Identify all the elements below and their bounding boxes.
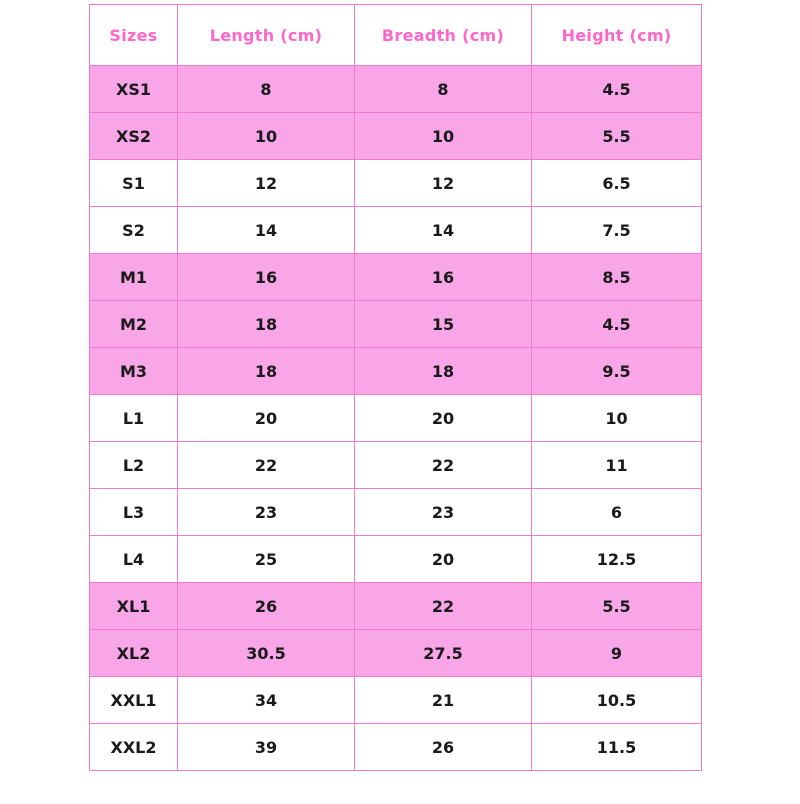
- cell-breadth: 12: [355, 160, 532, 207]
- cell-size: L1: [90, 395, 178, 442]
- cell-length: 10: [178, 113, 355, 160]
- cell-breadth: 20: [355, 395, 532, 442]
- cell-length: 25: [178, 536, 355, 583]
- cell-breadth: 21: [355, 677, 532, 724]
- cell-size: XS1: [90, 66, 178, 113]
- cell-size: XL2: [90, 630, 178, 677]
- cell-height: 10.5: [532, 677, 702, 724]
- cell-size: M2: [90, 301, 178, 348]
- cell-size: L3: [90, 489, 178, 536]
- cell-breadth: 27.5: [355, 630, 532, 677]
- column-header-height: Height (cm): [532, 5, 702, 66]
- cell-length: 30.5: [178, 630, 355, 677]
- cell-length: 16: [178, 254, 355, 301]
- cell-length: 26: [178, 583, 355, 630]
- column-header-length: Length (cm): [178, 5, 355, 66]
- cell-breadth: 14: [355, 207, 532, 254]
- table-row: [90, 348, 702, 395]
- cell-height: 8.5: [532, 254, 702, 301]
- table-row: [90, 442, 702, 489]
- cell-size: M1: [90, 254, 178, 301]
- cell-size: XXL1: [90, 677, 178, 724]
- table-row: [90, 630, 702, 677]
- cell-size: L4: [90, 536, 178, 583]
- cell-length: 34: [178, 677, 355, 724]
- cell-length: 20: [178, 395, 355, 442]
- cell-height: 4.5: [532, 66, 702, 113]
- cell-length: 8: [178, 66, 355, 113]
- cell-height: 7.5: [532, 207, 702, 254]
- cell-size: L2: [90, 442, 178, 489]
- table-row: [90, 160, 702, 207]
- cell-height: 12.5: [532, 536, 702, 583]
- cell-height: 9: [532, 630, 702, 677]
- cell-height: 6.5: [532, 160, 702, 207]
- cell-height: 5.5: [532, 583, 702, 630]
- cell-length: 18: [178, 301, 355, 348]
- cell-breadth: 16: [355, 254, 532, 301]
- cell-size: XXL2: [90, 724, 178, 771]
- cell-length: 18: [178, 348, 355, 395]
- table-row: [90, 677, 702, 724]
- table-row: [90, 254, 702, 301]
- cell-breadth: 22: [355, 442, 532, 489]
- table-row: [90, 583, 702, 630]
- cell-length: 39: [178, 724, 355, 771]
- size-chart-table: [89, 4, 702, 771]
- table-row: [90, 724, 702, 771]
- cell-size: S1: [90, 160, 178, 207]
- cell-length: 12: [178, 160, 355, 207]
- cell-height: 11: [532, 442, 702, 489]
- cell-breadth: 15: [355, 301, 532, 348]
- cell-size: M3: [90, 348, 178, 395]
- column-header-breadth: Breadth (cm): [355, 5, 532, 66]
- table-row: [90, 395, 702, 442]
- table-row: [90, 489, 702, 536]
- cell-breadth: 18: [355, 348, 532, 395]
- table-header: [90, 5, 702, 66]
- cell-height: 4.5: [532, 301, 702, 348]
- cell-breadth: 20: [355, 536, 532, 583]
- cell-size: XS2: [90, 113, 178, 160]
- cell-breadth: 26: [355, 724, 532, 771]
- cell-length: 22: [178, 442, 355, 489]
- table-body: [90, 66, 702, 771]
- cell-breadth: 10: [355, 113, 532, 160]
- table-row: [90, 536, 702, 583]
- size-chart-page: [0, 4, 800, 804]
- cell-height: 10: [532, 395, 702, 442]
- cell-breadth: 22: [355, 583, 532, 630]
- cell-height: 6: [532, 489, 702, 536]
- cell-length: 14: [178, 207, 355, 254]
- table-row: [90, 207, 702, 254]
- column-header-sizes: Sizes: [90, 5, 178, 66]
- cell-length: 23: [178, 489, 355, 536]
- cell-height: 11.5: [532, 724, 702, 771]
- table-row: [90, 66, 702, 113]
- cell-height: 9.5: [532, 348, 702, 395]
- table-row: [90, 301, 702, 348]
- cell-size: S2: [90, 207, 178, 254]
- table-header-row: [90, 5, 702, 66]
- cell-breadth: 8: [355, 66, 532, 113]
- table-row: [90, 113, 702, 160]
- cell-size: XL1: [90, 583, 178, 630]
- cell-height: 5.5: [532, 113, 702, 160]
- cell-breadth: 23: [355, 489, 532, 536]
